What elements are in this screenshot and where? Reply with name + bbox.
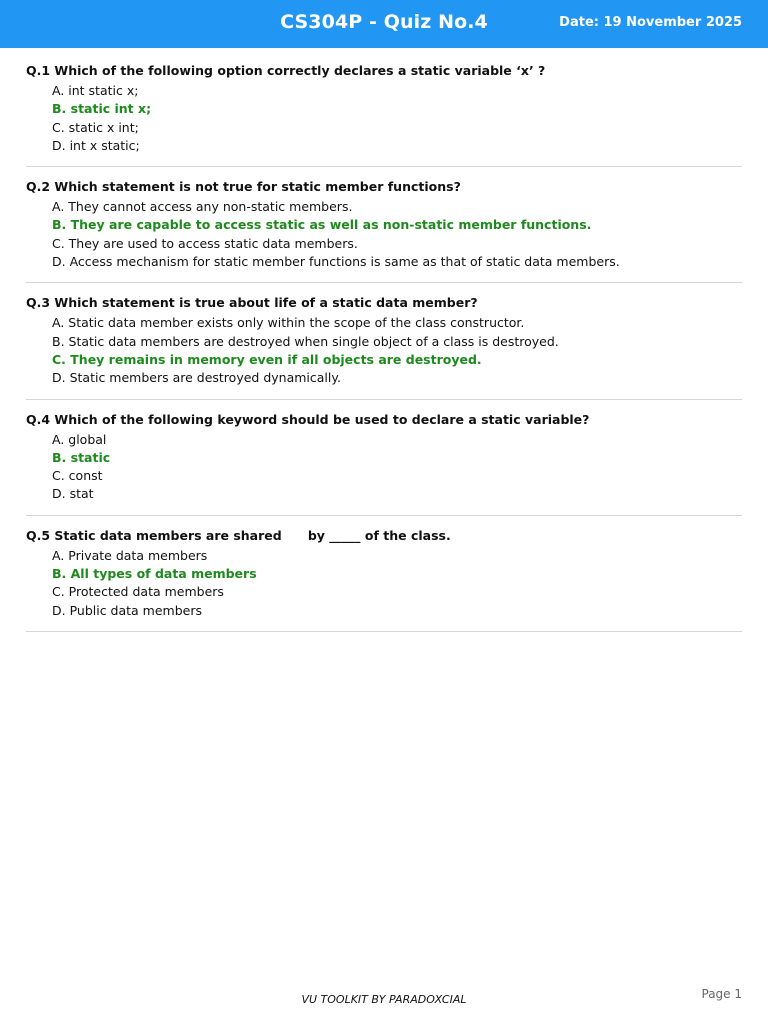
option-d: D. Public data members xyxy=(52,602,202,618)
option-a: A. int static x; xyxy=(52,83,139,98)
option-b-correct: B. They are capable to access static as well as non-static member functions. xyxy=(52,217,592,233)
question-text: Q.1 Which of the following option correctly declares a static variable ‘x’ ? xyxy=(26,63,546,78)
option-b-correct: B. static xyxy=(52,449,111,465)
option-d: D. Static members are destroyed dynamically. xyxy=(52,370,341,386)
question-text: Q.3 Which statement is true about life of a static data member? xyxy=(26,295,478,311)
option-b-correct: B. static int x; xyxy=(52,101,152,117)
option-d: D. stat xyxy=(52,486,94,502)
question-1 xyxy=(26,62,742,167)
option-a: A. Static data member exists only within the scope of the class constructor. xyxy=(52,315,525,331)
option-c: C. static x int; xyxy=(52,119,139,135)
page-number: Page 1 xyxy=(701,987,742,1001)
option-c: C. Protected data members xyxy=(52,584,224,600)
question-5 xyxy=(26,527,742,632)
question-text: Q.5 Static data members are shared by _____ of the class. xyxy=(26,527,451,543)
footer-credit: VU TOOLKIT BY PARADOXCIAL xyxy=(301,993,467,1006)
option-a: A. global xyxy=(52,431,107,447)
option-b: B. Static data members are destroyed when single object of a class is destroyed. xyxy=(52,333,559,349)
question-list xyxy=(26,62,742,643)
option-a: A. They cannot access any non-static members. xyxy=(52,199,353,215)
option-c: C. They are used to access static data members. xyxy=(52,235,358,251)
option-c-correct: C. They remains in memory even if all objects are destroyed. xyxy=(52,351,482,367)
option-d: D. Access mechanism for static member functions is same as that of static data members. xyxy=(52,254,620,270)
question-4 xyxy=(26,411,742,516)
option-b-correct: B. All types of data members xyxy=(52,566,257,582)
option-c: C. const xyxy=(52,468,103,484)
option-d: D. int x static; xyxy=(52,137,140,153)
page-header xyxy=(0,0,768,48)
question-text: Q.2 Which statement is not true for static member functions? xyxy=(26,179,461,195)
question-2 xyxy=(26,178,742,283)
question-text: Q.4 Which of the following keyword should be used to declare a static variable? xyxy=(26,411,590,427)
quiz-date: Date: 19 November 2025 xyxy=(559,15,742,30)
option-a: A. Private data members xyxy=(52,547,208,563)
question-3 xyxy=(26,294,742,399)
quiz-title: CS304P - Quiz No.4 xyxy=(280,11,488,33)
